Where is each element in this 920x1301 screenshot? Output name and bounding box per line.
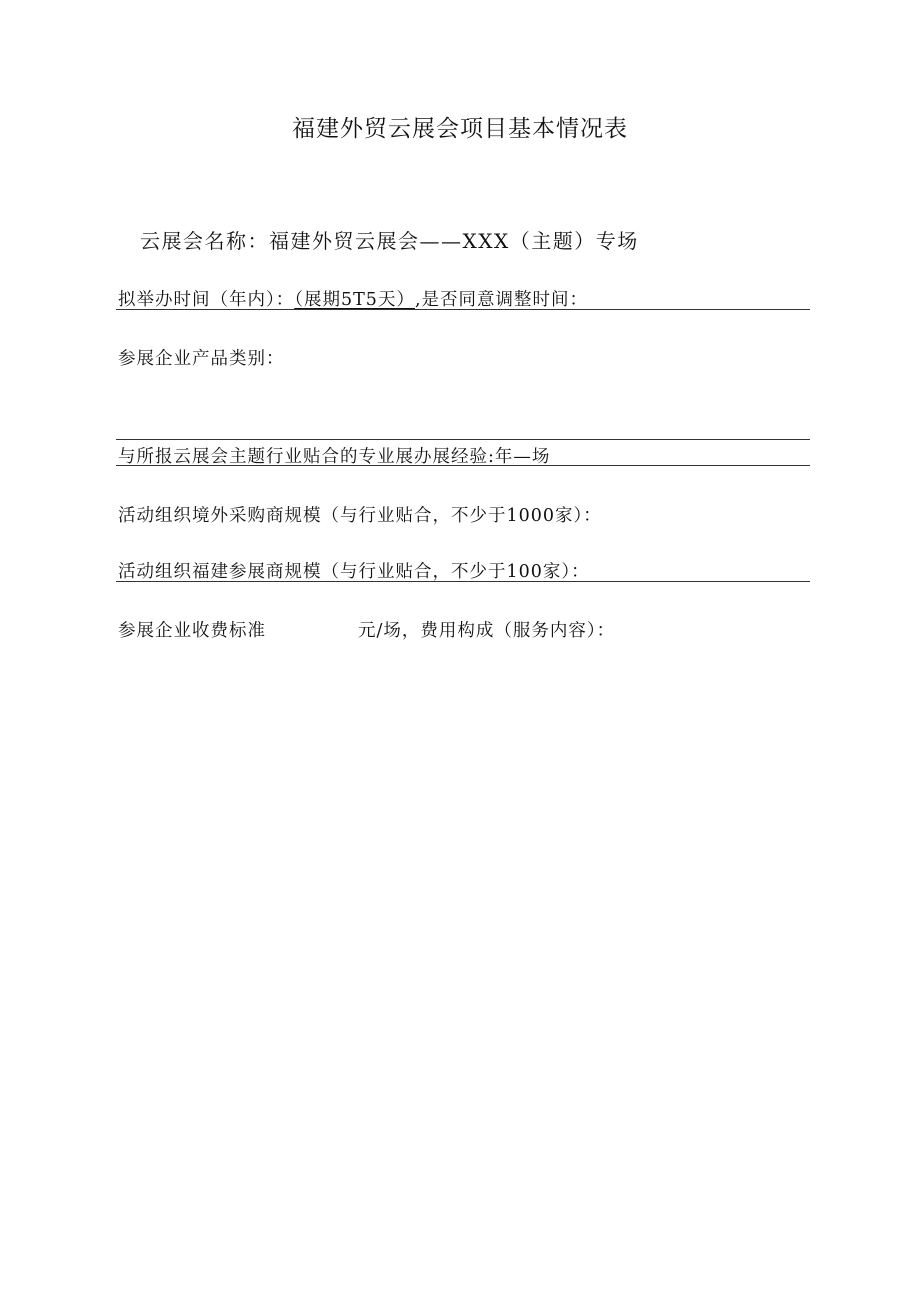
holding-time-field [118,286,588,311]
product-category-field: 参展企业产品类别： [118,349,285,369]
holding-time-label: 拟举办时间（年内）： [118,290,295,310]
fee-standard-label: 参展企业收费标准 [118,621,266,641]
divider-line [116,309,810,310]
overseas-buyers-field: 活动组织境外采购商规模（与行业贴合，不少于1000家）： [118,506,602,526]
exhibition-period: （展期5T5天） [294,290,415,310]
fee-composition-label: 元/场，费用构成（服务内容）： [358,621,616,641]
page-title: 福建外贸云展会项目基本情况表 [292,116,628,142]
divider-line [116,465,810,466]
experience-field: 与所报云展会主题行业贴合的专业展办展经验:年—场 [118,447,551,467]
adjust-time-label: ,是否同意调整时间： [414,290,589,310]
divider-line [116,581,810,582]
divider-line [116,439,810,440]
fujian-exhibitors-field: 活动组织福建参展商规模（与行业贴合，不少于100家）： [118,562,590,582]
exhibition-name-field: 云展会名称：福建外贸云展会——XXX（主题）专场 [140,229,639,253]
fee-standard-field [118,617,615,642]
